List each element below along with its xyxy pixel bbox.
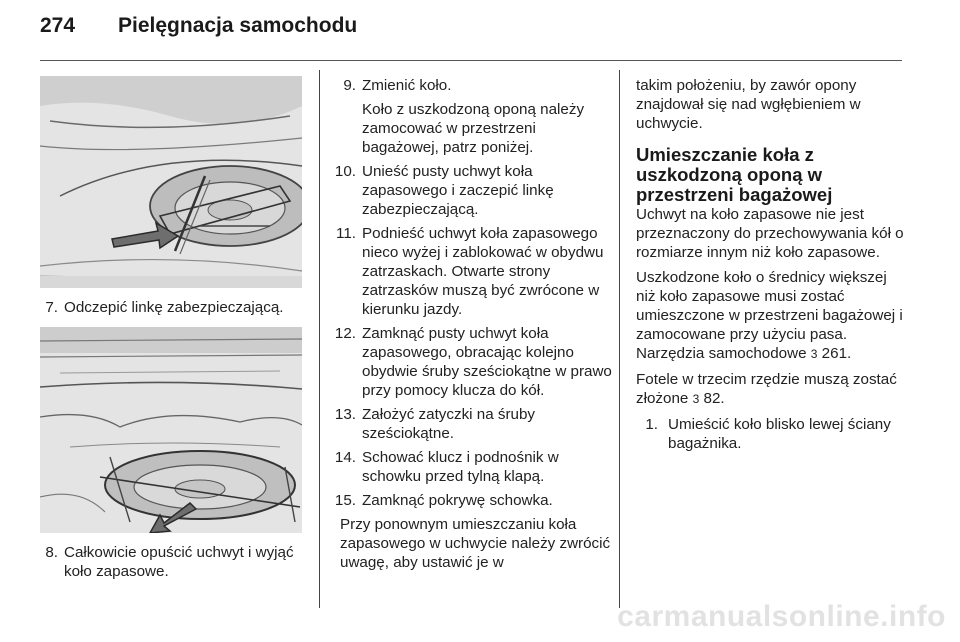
step-number: 12. bbox=[334, 325, 356, 342]
column-left bbox=[40, 76, 302, 591]
page-title: Pielęgnacja samochodu bbox=[118, 14, 358, 37]
step-1 bbox=[636, 415, 908, 453]
header-divider bbox=[40, 60, 902, 61]
step-number: 10. bbox=[334, 163, 356, 180]
page-reference-icon: 3 bbox=[810, 347, 818, 361]
step-text: Założyć zatyczki na śruby sześciokątne. bbox=[362, 406, 536, 442]
continuation-paragraph: takim położeniu, by zawór opony znajdował się nad wgłębieniem w uchwycie. bbox=[636, 77, 861, 132]
step-number: 14. bbox=[334, 449, 356, 466]
step-7 bbox=[40, 298, 302, 317]
step-text: Podnieść uchwyt koła zapasowego nieco wyżej i zablokować w obydwu zatrzaskach. Otwarte strony zatrzasków muszą być zwrócone w kierunku jazdy. bbox=[362, 225, 604, 318]
step-text: Całkowicie opuścić uchwyt i wyjąć koło zapasowe. bbox=[64, 544, 294, 580]
step-14 bbox=[332, 448, 612, 486]
step-12 bbox=[332, 324, 612, 400]
paragraph-1: Uchwyt na koło zapasowe nie jest przeznaczony do przechowywania kół o rozmiarze innym niż koło zapasowe. bbox=[636, 206, 904, 261]
step-text: Zmienić koło. bbox=[362, 77, 452, 94]
paragraph-2 bbox=[636, 268, 908, 364]
step-number: 15. bbox=[334, 492, 356, 509]
closing-paragraph: Przy ponownym umieszczaniu koła zapasowego w uchwycie należy zwrócić uwagę, aby ustawić je w bbox=[340, 516, 611, 571]
page-reference[interactable]: 82. bbox=[703, 390, 725, 407]
step-number: 9. bbox=[343, 77, 356, 94]
step-text: Zamknąć pokrywę schowka. bbox=[362, 492, 553, 509]
watermark: carmanualsonline.info bbox=[617, 600, 946, 633]
step-number: 8. bbox=[45, 544, 58, 561]
step-number: 13. bbox=[334, 406, 356, 423]
column-right bbox=[636, 76, 908, 458]
step-8 bbox=[40, 543, 302, 581]
step-13 bbox=[332, 405, 612, 443]
page-reference[interactable]: 261. bbox=[821, 345, 852, 362]
page-number: 274 bbox=[40, 14, 76, 37]
illustration-lowered-spare-wheel bbox=[40, 327, 302, 533]
step-number: 7. bbox=[45, 299, 58, 316]
step-11 bbox=[332, 224, 612, 319]
step-text: Schować klucz i podnośnik w schowku przed tylną klapą. bbox=[362, 449, 559, 485]
column-middle bbox=[332, 76, 612, 578]
paragraph-3-text: Fotele w trzecim rzędzie muszą zostać złożone bbox=[636, 371, 897, 407]
page-reference-icon: 3 bbox=[692, 392, 700, 406]
step-10 bbox=[332, 162, 612, 219]
step-9-note: Koło z uszkodzoną oponą należy zamocować w przestrzeni bagażowej, patrz poniżej. bbox=[362, 101, 585, 156]
step-text: Umieścić koło blisko lewej ściany bagażnika. bbox=[668, 416, 891, 452]
paragraph-2-text: Uszkodzone koło o średnicy większej niż koło zapasowe musi zostać umieszczone w przestrzeni bagażowej i zamocowane przy użyciu pasa. Narzędzia samochodowe bbox=[636, 269, 903, 362]
step-text: Odczepić linkę zabezpieczającą. bbox=[64, 299, 284, 316]
step-9 bbox=[332, 76, 612, 95]
step-text: Zamknąć pusty uchwyt koła zapasowego, obracając kolejno obydwie śruby sześciokątne w prawo przy pomocy klucza do kół. bbox=[362, 325, 612, 399]
section-heading: Umieszczanie koła z uszkodzoną oponą w przestrzeni bagażowej bbox=[636, 144, 833, 205]
step-number: 11. bbox=[336, 225, 356, 242]
paragraph-3 bbox=[636, 370, 908, 409]
step-number: 1. bbox=[645, 416, 658, 433]
column-divider bbox=[619, 70, 620, 608]
column-divider bbox=[319, 70, 320, 608]
illustration-underbody-spare-wheel bbox=[40, 76, 302, 288]
figure-lower-wheel bbox=[40, 327, 302, 533]
step-text: Unieść pusty uchwyt koła zapasowego i zaczepić linkę zabezpieczającą. bbox=[362, 163, 554, 218]
step-15 bbox=[332, 491, 612, 510]
figure-release-cable bbox=[40, 76, 302, 288]
